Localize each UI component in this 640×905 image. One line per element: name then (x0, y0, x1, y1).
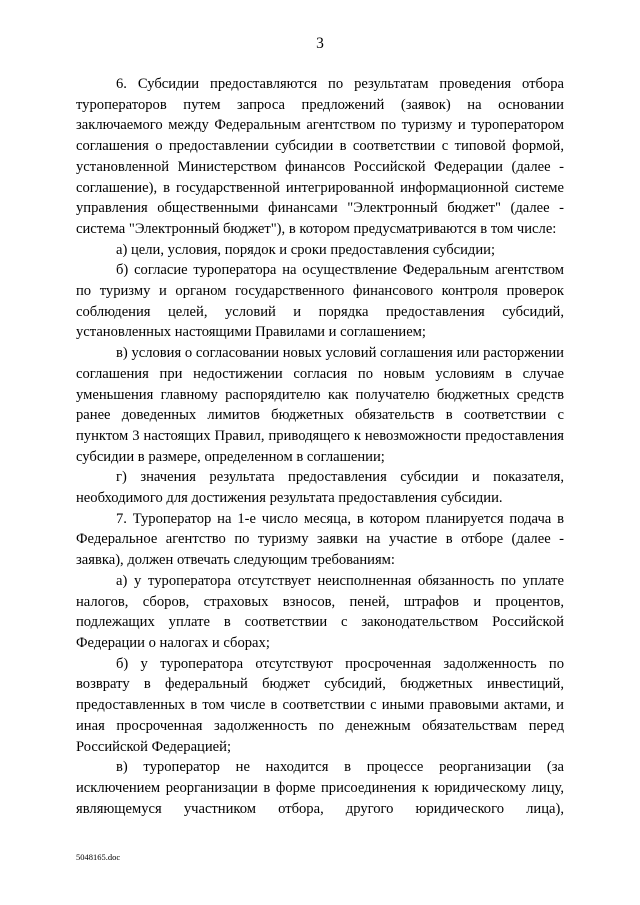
paragraph-6b: б) согласие туроператора на осуществление Федеральным агентством по туризму и органом государственного финансового контроля проверок соблюдения целей, условий и порядка предоставления субсидий, установленных настоящими Правилами и соглашением; (76, 262, 564, 341)
paragraph-6g: г) значения результата предоставления субсидии и показателя, необходимого для достижения результата предоставления субсидии. (76, 469, 564, 507)
paragraph-7b: б) у туроператора отсутствуют просроченная задолженность по возврату в федеральный бюджет субсидий, бюджетных инвестиций, предоставленных в том числе в соответствии с иными правовыми актами, и иная просроченная задолженность по денежным обязательствам перед Российской Федерацией; (76, 655, 564, 755)
paragraph-7: 7. Туроператор на 1-е число месяца, в котором планируется подача в Федеральное агентство по туризму заявки на участие в отборе (далее - заявка), должен отвечать следующим требованиям: (76, 510, 564, 569)
paragraph-6a: а) цели, условия, порядок и сроки предоставления субсидии; (116, 241, 496, 258)
paragraph-6v: в) условия о согласовании новых условий соглашения или расторжении соглашения при недостижении согласия по новым условиям в случае уменьшения главному распорядителю как получателю бюджетных средств ранее доведенных лимитов бюджетных обязательств в соответствии с пунктом 3 настоящих Правил, приводящего к невозможности предоставления субсидии в размере, определенном в соглашении; (76, 345, 564, 465)
paragraph-6: 6. Субсидии предоставляются по результатам проведения отбора туроператоров путем запроса предложений (заявок) на основании заключаемого между Федеральным агентством по туризму и туроператором соглашения о предоставлении субсидии в соответствии с типовой формой, установленной Министерством финансов Российской Федерации (далее - соглашение), в государственной интегрированной информационной системе управления общественными финансами "Электронный бюджет" (далее - система "Электронный бюджет"), в котором предусматриваются в том числе: (76, 76, 564, 237)
page-number: 3 (316, 35, 324, 52)
paragraph-7a: а) у туроператора отсутствует неисполненная обязанность по уплате налогов, сборов, страховых взносов, пеней, штрафов и процентов, подлежащих уплате в соответствии с законодательством Российской Федерации о налогах и сборах; (76, 572, 564, 651)
paragraph-7v: в) туроператор не находится в процессе реорганизации (за исключением реорганизации в форме присоединения к юридическому лицу, являющемуся участником отбора, другого юридического лица), (76, 759, 564, 817)
footer-document-code: 5048165.doc (76, 852, 121, 862)
document-body (76, 74, 564, 819)
